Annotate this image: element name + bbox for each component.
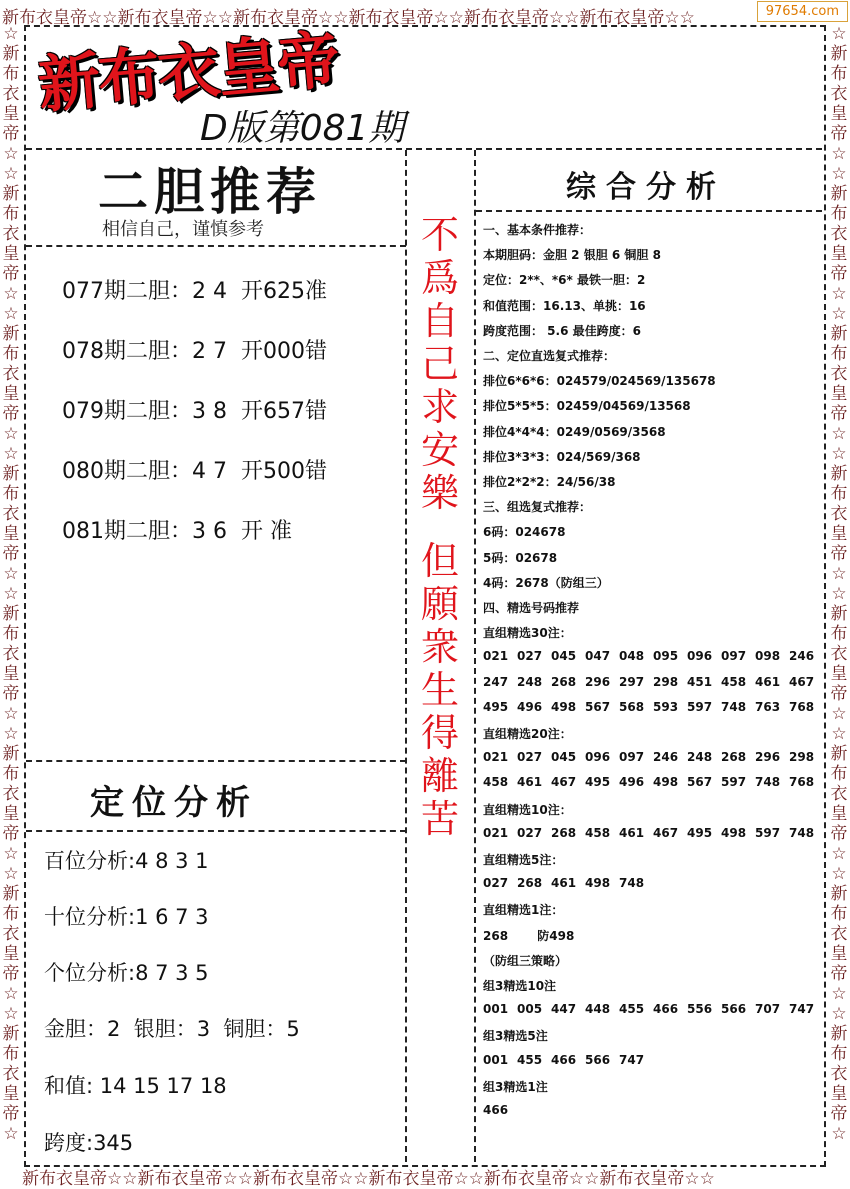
border-char: ☆ xyxy=(831,984,847,1004)
border-char: ☆ xyxy=(831,704,847,724)
zonghe-line: 直组精选1注： xyxy=(483,903,564,918)
border-char: ☆ xyxy=(3,844,19,864)
number-cell: 567 xyxy=(585,699,611,714)
border-char: ☆ xyxy=(3,724,19,744)
zonghe-line: 组3精选10注 xyxy=(483,979,557,993)
number-cell: 467 xyxy=(653,825,679,840)
zonghe-line: 四、精选号码推荐 xyxy=(483,601,580,615)
bottom-border-text: 新布衣皇帝☆☆新布衣皇帝☆☆新布衣皇帝☆☆新布衣皇帝☆☆新布衣皇帝☆☆新布衣皇帝☆☆ xyxy=(22,1169,715,1189)
number-cell: 048 xyxy=(619,649,645,664)
zonghe-title: 综合分析 xyxy=(566,170,726,205)
motto-char: 但 xyxy=(420,539,459,583)
border-char: 帝 xyxy=(2,544,20,564)
zonghe-line: 直组精选5注： xyxy=(483,853,564,867)
dingwei-row: 个位分析:8 7 3 5 xyxy=(44,961,209,985)
zonghe-line: 一、基本条件推荐： xyxy=(483,223,592,237)
number-cell: 246 xyxy=(789,649,815,664)
number-cell: 567 xyxy=(687,775,713,790)
border-char: 帝 xyxy=(2,124,20,144)
zonghe-line: 排位3*3*3：024/569/368 xyxy=(483,449,641,464)
number-cell: 597 xyxy=(721,775,747,790)
number-cell: 096 xyxy=(585,750,611,765)
border-char: 衣 xyxy=(830,644,848,664)
number-cell: 296 xyxy=(755,750,781,765)
border-char: 帝 xyxy=(2,684,20,704)
border-char: ☆ xyxy=(3,144,19,164)
border-char: 新 xyxy=(2,884,20,904)
number-cell: 248 xyxy=(687,750,713,765)
erdan-subtitle: 相信自己，谨慎参考 xyxy=(102,219,264,240)
zonghe-line: 6码：024678 xyxy=(483,525,566,540)
motto-line-2 xyxy=(418,540,462,841)
border-char: ☆ xyxy=(831,24,847,44)
dingwei-row: 百位分析:4 8 3 1 xyxy=(44,849,209,873)
border-char: 皇 xyxy=(2,244,20,264)
number-cell: 097 xyxy=(619,750,645,765)
erdan-row: 078期二胆：2 7 开000错 xyxy=(62,339,327,364)
border-char: ☆ xyxy=(831,1004,847,1024)
border-char: 皇 xyxy=(2,104,20,124)
number-cell: 447 xyxy=(551,1002,577,1017)
border-char: 新 xyxy=(2,464,20,484)
number-cell: 495 xyxy=(585,775,611,790)
number-cell: 005 xyxy=(517,1002,543,1017)
border-char: 新 xyxy=(830,324,848,344)
zonghe-line: 5码：02678 xyxy=(483,550,558,565)
zonghe-line: 4码：2678（防组三） xyxy=(483,575,609,590)
number-cell: 001 xyxy=(483,1052,509,1067)
border-char: 帝 xyxy=(2,264,20,284)
border-char: 新 xyxy=(830,744,848,764)
number-cell: 461 xyxy=(517,775,543,790)
border-char: 布 xyxy=(830,1044,848,1064)
number-cell: 296 xyxy=(585,674,611,689)
number-cell: 768 xyxy=(789,775,815,790)
issue-title: D版第081期 xyxy=(200,108,405,149)
number-cell: 455 xyxy=(619,1002,645,1017)
border-char: 皇 xyxy=(2,384,20,404)
border-char: 帝 xyxy=(830,964,848,984)
border-char: ☆ xyxy=(831,144,847,164)
number-cell: 095 xyxy=(653,649,679,664)
zonghe-line: （防组三策略） xyxy=(483,953,568,968)
number-cell: 298 xyxy=(789,750,815,765)
number-cell: 458 xyxy=(585,825,611,840)
number-cell: 461 xyxy=(551,876,577,891)
motto-char: 不 xyxy=(420,213,459,257)
zonghe-line: 跨度范围： 5.6 最佳跨度：6 xyxy=(483,323,641,338)
number-cell: 748 xyxy=(755,775,781,790)
border-char: 衣 xyxy=(830,224,848,244)
border-char: 布 xyxy=(2,1044,20,1064)
border-char: ☆ xyxy=(3,284,19,304)
border-char: 新 xyxy=(2,44,20,64)
number-cell: 027 xyxy=(517,649,543,664)
site-badge[interactable]: 97654.com xyxy=(757,1,848,22)
border-char: 皇 xyxy=(2,944,20,964)
border-char: 帝 xyxy=(2,1104,20,1124)
erdan-row: 077期二胆：2 4 开625准 xyxy=(62,279,327,304)
number-cell: 096 xyxy=(687,649,713,664)
number-cell: 448 xyxy=(585,1002,611,1017)
dingwei-title: 定位分析 xyxy=(90,783,258,823)
border-char: 帝 xyxy=(830,124,848,144)
number-cell: 768 xyxy=(789,699,815,714)
border-char: 新 xyxy=(2,604,20,624)
border-char: ☆ xyxy=(3,584,19,604)
number-cell: 097 xyxy=(721,649,747,664)
border-char: 新 xyxy=(830,1024,848,1044)
number-cell: 496 xyxy=(619,775,645,790)
right-column-divider xyxy=(474,150,476,1162)
dingwei-row: 金胆：2 银胆：3 铜胆：5 xyxy=(44,1017,300,1041)
border-char: ☆ xyxy=(831,284,847,304)
border-char: 布 xyxy=(2,764,20,784)
border-char: 新 xyxy=(2,744,20,764)
motto-char: 生 xyxy=(420,668,459,712)
number-row xyxy=(483,750,823,764)
number-cell: 498 xyxy=(585,876,611,891)
erdan-bottom-divider xyxy=(26,760,406,762)
number-cell: 748 xyxy=(619,876,645,891)
border-char: ☆ xyxy=(3,444,19,464)
motto-char: 求 xyxy=(420,385,459,429)
number-cell: 268 xyxy=(721,750,747,765)
erdan-row: 081期二胆：3 6 开 准 xyxy=(62,519,292,544)
number-cell: 045 xyxy=(551,750,577,765)
border-char: 帝 xyxy=(830,824,848,844)
number-cell: 495 xyxy=(483,699,509,714)
border-char: 布 xyxy=(830,344,848,364)
motto-line-1 xyxy=(418,214,462,515)
number-cell: 297 xyxy=(619,674,645,689)
number-cell: 498 xyxy=(551,699,577,714)
number-cell: 466 xyxy=(551,1052,577,1067)
number-row xyxy=(483,775,823,789)
border-char: 帝 xyxy=(830,264,848,284)
border-char: ☆ xyxy=(831,564,847,584)
number-cell: 045 xyxy=(551,649,577,664)
right-border-text xyxy=(828,24,850,1144)
border-char: 帝 xyxy=(2,824,20,844)
border-char: ☆ xyxy=(831,724,847,744)
number-cell: 498 xyxy=(721,825,747,840)
border-char: 布 xyxy=(830,64,848,84)
number-cell: 451 xyxy=(687,674,713,689)
number-cell: 268 xyxy=(551,825,577,840)
number-cell: 496 xyxy=(517,699,543,714)
number-cell: 021 xyxy=(483,825,509,840)
number-cell: 747 xyxy=(619,1052,645,1067)
border-char: 皇 xyxy=(830,804,848,824)
border-char: 新 xyxy=(830,464,848,484)
zonghe-line: 直组精选30注： xyxy=(483,626,572,641)
number-cell: 455 xyxy=(517,1052,543,1067)
zonghe-line: 组3精选5注 xyxy=(483,1029,548,1044)
number-cell: 001 xyxy=(483,1002,509,1017)
number-cell: 027 xyxy=(517,750,543,765)
zonghe-line: 直组精选20注： xyxy=(483,727,572,741)
border-char: 布 xyxy=(830,484,848,504)
border-char: 皇 xyxy=(830,104,848,124)
border-char: 衣 xyxy=(2,644,20,664)
top-border-text: 新布衣皇帝☆☆新布衣皇帝☆☆新布衣皇帝☆☆新布衣皇帝☆☆新布衣皇帝☆☆新布衣皇帝☆☆ xyxy=(2,8,695,28)
border-char: 衣 xyxy=(2,784,20,804)
number-cell: 268 xyxy=(551,674,577,689)
zonghe-line: 本期胆码：金胆 2 银胆 6 铜胆 8 xyxy=(483,248,661,263)
border-char: 皇 xyxy=(830,664,848,684)
border-char: 帝 xyxy=(2,964,20,984)
motto-char: 願 xyxy=(420,582,459,626)
border-char: ☆ xyxy=(831,304,847,324)
border-char: ☆ xyxy=(3,564,19,584)
number-row xyxy=(483,876,653,890)
border-char: 皇 xyxy=(2,664,20,684)
motto-char: 安 xyxy=(420,428,459,472)
border-char: 衣 xyxy=(830,1064,848,1084)
border-char: ☆ xyxy=(831,844,847,864)
number-cell: 027 xyxy=(483,876,509,891)
erdan-divider xyxy=(26,245,406,247)
border-char: 衣 xyxy=(2,364,20,384)
number-cell: 597 xyxy=(755,825,781,840)
number-cell: 748 xyxy=(721,699,747,714)
zonghe-line: 排位2*2*2：24/56/38 xyxy=(483,475,616,489)
border-char: 皇 xyxy=(2,804,20,824)
motto-char: 衆 xyxy=(420,625,459,669)
border-char: 布 xyxy=(2,624,20,644)
number-cell: 248 xyxy=(517,674,543,689)
zonghe-line: 排位4*4*4：0249/0569/3568 xyxy=(483,424,666,439)
border-char: ☆ xyxy=(831,164,847,184)
border-char: 新 xyxy=(830,184,848,204)
border-char: 衣 xyxy=(830,924,848,944)
border-char: 帝 xyxy=(830,1104,848,1124)
zonghe-line: 排位5*5*5：02459/04569/13568 xyxy=(483,399,691,414)
border-char: 衣 xyxy=(2,1064,20,1084)
border-char: 帝 xyxy=(2,404,20,424)
border-char: 新 xyxy=(2,324,20,344)
number-cell: 466 xyxy=(653,1002,679,1017)
number-cell: 458 xyxy=(483,775,509,790)
erdan-row: 080期二胆：4 7 开500错 xyxy=(62,459,327,484)
border-char: 衣 xyxy=(2,924,20,944)
border-char: 皇 xyxy=(2,524,20,544)
border-char: ☆ xyxy=(3,704,19,724)
number-cell: 556 xyxy=(687,1002,713,1017)
motto-char: 己 xyxy=(420,342,459,386)
number-row xyxy=(483,700,823,714)
border-char: ☆ xyxy=(3,24,19,44)
number-cell: 707 xyxy=(755,1002,781,1017)
number-cell: 495 xyxy=(687,825,713,840)
zonghe-line: 二、定位直选复式推荐： xyxy=(483,349,616,363)
border-char: 皇 xyxy=(830,384,848,404)
number-cell: 268 xyxy=(517,876,543,891)
number-row xyxy=(483,649,823,663)
motto-char: 樂 xyxy=(420,471,459,515)
border-char: ☆ xyxy=(3,164,19,184)
number-cell: 298 xyxy=(653,674,679,689)
brand-logo: 新布衣皇帝 xyxy=(35,22,341,122)
motto-char: 得 xyxy=(420,711,459,755)
number-cell: 498 xyxy=(653,775,679,790)
border-char: 衣 xyxy=(830,84,848,104)
number-cell: 748 xyxy=(789,825,815,840)
border-char: 新 xyxy=(830,604,848,624)
left-border-text xyxy=(0,24,22,1144)
motto-char: 離 xyxy=(420,754,459,798)
border-char: 布 xyxy=(2,64,20,84)
border-char: 新 xyxy=(830,44,848,64)
border-char: 新 xyxy=(2,1024,20,1044)
border-char: 布 xyxy=(2,484,20,504)
number-cell: 461 xyxy=(755,674,781,689)
motto-char: 爲 xyxy=(420,256,459,300)
erdan-title: 二胆推荐 xyxy=(98,163,322,221)
number-cell: 047 xyxy=(585,649,611,664)
border-char: 皇 xyxy=(830,524,848,544)
border-char: 帝 xyxy=(830,404,848,424)
dingwei-divider xyxy=(26,830,406,832)
number-cell: 021 xyxy=(483,649,509,664)
number-cell: 246 xyxy=(653,750,679,765)
border-char: 帝 xyxy=(830,544,848,564)
zonghe-line: 和值范围：16.13、单挑：16 xyxy=(483,298,646,313)
border-char: 新 xyxy=(830,884,848,904)
number-cell: 593 xyxy=(653,699,679,714)
border-char: 皇 xyxy=(830,944,848,964)
number-cell: 763 xyxy=(755,699,781,714)
left-column-divider xyxy=(405,150,407,1162)
zonghe-line: 排位6*6*6：024579/024569/135678 xyxy=(483,374,716,389)
number-cell: 597 xyxy=(687,699,713,714)
border-char: 皇 xyxy=(830,244,848,264)
border-char: ☆ xyxy=(3,304,19,324)
dingwei-row: 跨度:345 xyxy=(44,1131,134,1155)
border-char: 布 xyxy=(830,764,848,784)
border-char: ☆ xyxy=(831,444,847,464)
border-char: 布 xyxy=(830,204,848,224)
number-row xyxy=(483,675,823,689)
border-char: ☆ xyxy=(831,584,847,604)
number-cell: 461 xyxy=(619,825,645,840)
motto-char: 苦 xyxy=(420,797,459,841)
border-char: 衣 xyxy=(830,364,848,384)
border-char: 布 xyxy=(2,204,20,224)
header-divider xyxy=(26,148,822,150)
border-char: 布 xyxy=(830,624,848,644)
number-cell: 566 xyxy=(585,1052,611,1067)
number-cell: 027 xyxy=(517,825,543,840)
border-char: 衣 xyxy=(2,224,20,244)
border-char: 新 xyxy=(2,184,20,204)
number-cell: 458 xyxy=(721,674,747,689)
motto-char: 自 xyxy=(420,299,459,343)
border-char: 布 xyxy=(2,904,20,924)
number-cell: 747 xyxy=(789,1002,815,1017)
border-char: ☆ xyxy=(3,984,19,1004)
zonghe-line: 直组精选10注： xyxy=(483,802,572,817)
border-char: ☆ xyxy=(831,1124,847,1144)
border-char: 衣 xyxy=(2,84,20,104)
border-char: ☆ xyxy=(3,1004,19,1024)
border-char: 帝 xyxy=(830,684,848,704)
number-cell: 021 xyxy=(483,750,509,765)
number-cell: 247 xyxy=(483,674,509,689)
zonghe-line: 466 xyxy=(483,1103,509,1117)
number-row xyxy=(483,1053,653,1067)
border-char: 皇 xyxy=(830,1084,848,1104)
number-cell: 568 xyxy=(619,699,645,714)
number-cell: 467 xyxy=(789,674,815,689)
border-char: ☆ xyxy=(831,864,847,884)
zonghe-divider xyxy=(476,210,822,212)
border-char: ☆ xyxy=(3,424,19,444)
zonghe-line: 268 防498 xyxy=(483,928,575,943)
zonghe-line: 组3精选1注 xyxy=(483,1079,548,1094)
number-cell: 467 xyxy=(551,775,577,790)
border-char: 布 xyxy=(2,344,20,364)
zonghe-line: 定位：2**、*6* 最铁一胆：2 xyxy=(483,273,646,288)
zonghe-line: 三、组选复式推荐： xyxy=(483,500,592,515)
erdan-row: 079期二胆：3 8 开657错 xyxy=(62,399,327,424)
number-row xyxy=(483,1002,823,1016)
border-char: ☆ xyxy=(3,864,19,884)
dingwei-row: 和值: 14 15 17 18 xyxy=(44,1074,227,1098)
border-char: 布 xyxy=(830,904,848,924)
border-char: ☆ xyxy=(3,1124,19,1144)
dingwei-row: 十位分析:1 6 7 3 xyxy=(44,905,209,929)
number-cell: 098 xyxy=(755,649,781,664)
number-cell: 566 xyxy=(721,1002,747,1017)
border-char: 衣 xyxy=(830,504,848,524)
border-char: ☆ xyxy=(831,424,847,444)
border-char: 衣 xyxy=(830,784,848,804)
border-char: 衣 xyxy=(2,504,20,524)
number-row xyxy=(483,826,823,840)
border-char: 皇 xyxy=(2,1084,20,1104)
